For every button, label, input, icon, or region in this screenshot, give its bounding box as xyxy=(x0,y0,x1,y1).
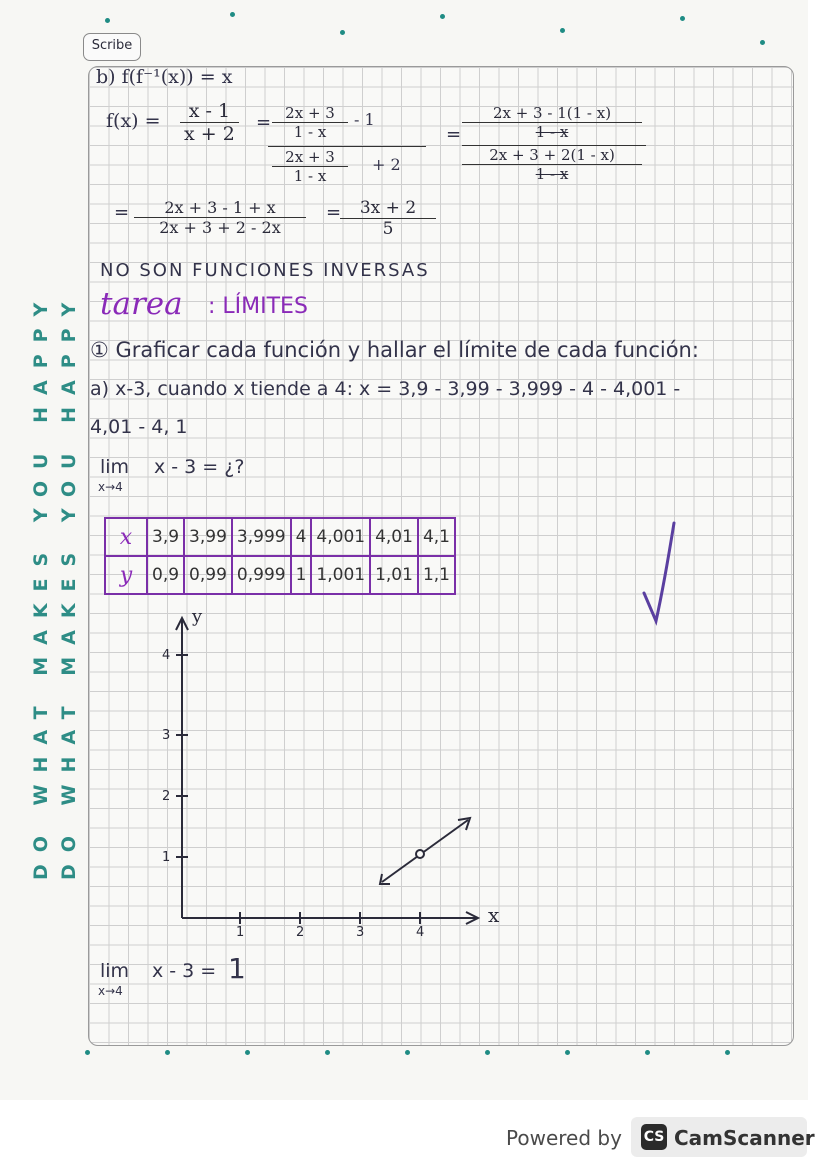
equals-sign: = xyxy=(256,112,272,133)
function-line xyxy=(382,820,468,882)
x-axis-label: x xyxy=(488,903,500,927)
big-den-numerator: 2x + 3 xyxy=(272,148,348,167)
deco-dot xyxy=(440,14,445,19)
homework-title: tarea xyxy=(100,286,183,322)
f-numerator: x - 1 xyxy=(180,100,239,123)
y-tick-label: 1 xyxy=(162,850,171,865)
result-value: 1 xyxy=(228,952,246,985)
scribe-badge: Scribe xyxy=(83,33,141,61)
deco-dot xyxy=(85,1050,90,1055)
final-numerator: 3x + 2 xyxy=(340,198,436,219)
minus-one: - 1 xyxy=(354,110,375,129)
deco-dot xyxy=(565,1050,570,1055)
big-num-numerator: 2x + 3 xyxy=(272,104,348,123)
deco-dot xyxy=(560,28,565,33)
y-tick-label: 2 xyxy=(162,789,171,804)
deco-dot xyxy=(105,18,110,23)
f-denominator: x + 2 xyxy=(184,123,235,145)
table-cell: 3,99 xyxy=(184,518,232,556)
x-tick-label: 1 xyxy=(236,925,245,940)
value-table xyxy=(104,517,456,595)
table-cell: 1 xyxy=(291,556,312,594)
exercise-item-a-line1: a) x-3, cuando x tiende a 4: x = 3,9 - 3,99 - 3,999 - 4 - 4,001 - xyxy=(90,378,681,400)
right-den-main: 2x + 3 + 2(1 - x) xyxy=(462,146,642,165)
check-mark-icon xyxy=(640,515,680,627)
equals-sign: = xyxy=(326,202,342,223)
f-label: f(x) = xyxy=(106,110,161,132)
final-denominator: 5 xyxy=(382,219,394,239)
right-den-fraction xyxy=(462,146,642,183)
big-num-fraction xyxy=(272,104,348,141)
limit-subscript: x→4 xyxy=(98,480,123,494)
homework-topic: : LÍMITES xyxy=(208,294,308,319)
deco-dot xyxy=(680,16,685,21)
function-graph xyxy=(140,600,520,940)
x-tick-label: 4 xyxy=(416,925,425,940)
x-tick-label: 2 xyxy=(296,925,305,940)
table-header-y: y xyxy=(105,556,147,594)
result-limit-subscript: x→4 xyxy=(98,984,123,998)
plus-two: + 2 xyxy=(372,155,401,174)
table-cell: 0,99 xyxy=(184,556,232,594)
right-num-fraction xyxy=(462,104,642,141)
result-expression: x - 3 = xyxy=(152,960,217,982)
table-cell: 4,001 xyxy=(311,518,370,556)
deco-dot xyxy=(405,1050,410,1055)
y-axis-label: y xyxy=(192,606,203,627)
exercise-instruction: ① Graficar cada función y hallar el límite de cada función: xyxy=(90,338,699,362)
deco-dot xyxy=(325,1050,330,1055)
part-b-heading: b) f(f⁻¹(x)) = x xyxy=(96,66,233,88)
limit-word: lim xyxy=(100,456,130,478)
side-text-inner: DO WHAT MAKES YOU HAPPY xyxy=(58,290,80,880)
table-cell: 0,9 xyxy=(147,556,184,594)
equals-sign: = xyxy=(446,124,462,145)
deco-dot xyxy=(760,40,765,45)
deco-dot xyxy=(165,1050,170,1055)
table-cell: 4,1 xyxy=(418,518,455,556)
camscanner-logo-icon: CS xyxy=(641,1124,667,1150)
table-cell: 1,01 xyxy=(370,556,418,594)
main-fraction-bar xyxy=(268,146,426,147)
conclusion-text: NO SON FUNCIONES INVERSAS xyxy=(100,260,430,281)
table-row-x xyxy=(105,518,455,556)
table-cell: 3,9 xyxy=(147,518,184,556)
deco-dot xyxy=(485,1050,490,1055)
right-num-sub: 1 - x xyxy=(535,123,569,141)
table-cell: 1,1 xyxy=(418,556,455,594)
simplified-fraction xyxy=(134,198,306,237)
powered-by-text: Powered by xyxy=(506,1126,622,1150)
limit-question: x - 3 = ¿? xyxy=(154,456,245,478)
final-fraction xyxy=(340,198,436,239)
table-cell: 1,001 xyxy=(311,556,370,594)
table-cell: 4 xyxy=(291,518,312,556)
exercise-item-a-line2: 4,01 - 4, 1 xyxy=(90,416,188,438)
y-tick-label: 3 xyxy=(162,728,171,743)
big-num-denominator: 1 - x xyxy=(293,123,327,141)
deco-dot xyxy=(340,30,345,35)
camscanner-brand: CamScanner xyxy=(674,1126,815,1150)
big-den-denominator: 1 - x xyxy=(293,167,327,185)
camscanner-badge[interactable] xyxy=(631,1117,815,1157)
open-point-icon xyxy=(416,850,424,858)
table-cell: 4,01 xyxy=(370,518,418,556)
right-num-main: 2x + 3 - 1(1 - x) xyxy=(462,104,642,123)
result-limit-word: lim xyxy=(100,960,130,982)
f-fraction xyxy=(180,100,239,145)
simplified-numerator: 2x + 3 - 1 + x xyxy=(134,198,306,218)
y-tick-label: 4 xyxy=(162,648,171,663)
table-row-y xyxy=(105,556,455,594)
simplified-denominator: 2x + 3 + 2 - 2x xyxy=(159,218,281,237)
table-cell: 0,999 xyxy=(232,556,291,594)
deco-dot xyxy=(725,1050,730,1055)
side-text-outer: DO WHAT MAKES YOU HAPPY xyxy=(30,290,52,880)
deco-dot xyxy=(645,1050,650,1055)
table-header-x: x xyxy=(105,518,147,556)
table-cell: 3,999 xyxy=(232,518,291,556)
deco-dot xyxy=(230,12,235,17)
deco-dot xyxy=(245,1050,250,1055)
x-tick-label: 3 xyxy=(356,925,365,940)
big-den-fraction xyxy=(272,148,348,185)
right-den-sub: 1 - x xyxy=(535,165,569,183)
equals-sign: = xyxy=(114,202,130,223)
